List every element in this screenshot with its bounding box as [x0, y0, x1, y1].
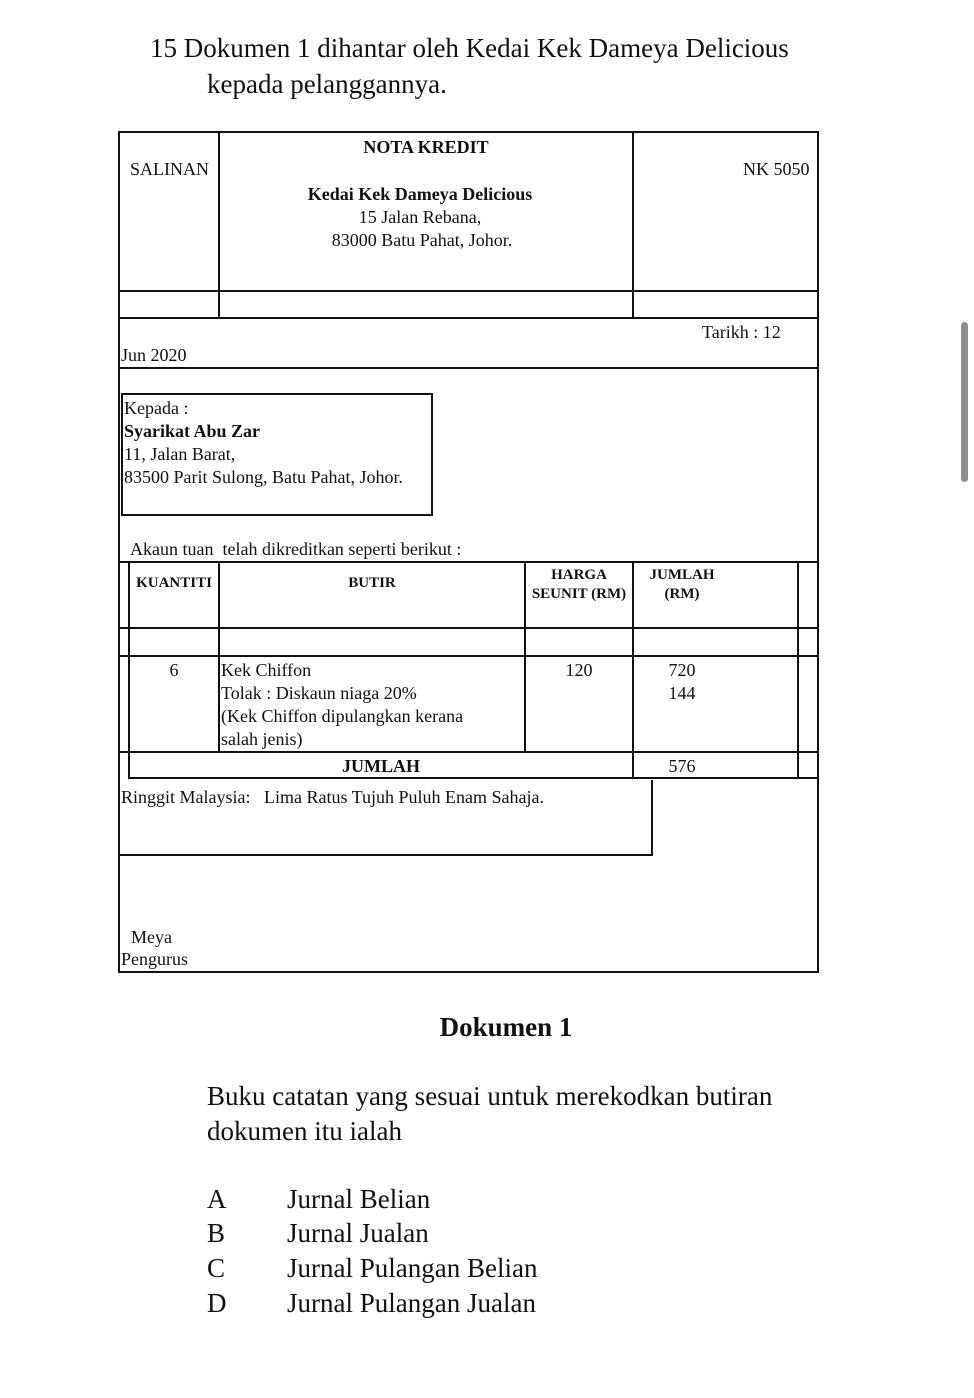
- item-amount-1: 720: [668, 660, 696, 680]
- prompt-line-1: Buku catatan yang sesuai untuk merekodkan butiran: [207, 1081, 773, 1111]
- option-d-text: Jurnal Pulangan Jualan: [287, 1288, 536, 1318]
- option-b[interactable]: [207, 1216, 429, 1251]
- option-a-letter: A: [207, 1184, 227, 1214]
- question-text-2: kepada pelanggannya.: [207, 69, 447, 99]
- signature: Meya: [131, 927, 172, 947]
- credit-statement: Akaun tuan telah dikreditkan seperti berikut :: [130, 539, 462, 559]
- header-quantity: KUANTITI: [136, 575, 212, 591]
- date-rest: Jun 2020: [121, 345, 187, 365]
- option-d-letter: D: [207, 1288, 227, 1318]
- option-a[interactable]: [207, 1182, 430, 1217]
- doc-type-title: NOTA KREDIT: [363, 137, 489, 157]
- recipient-name: Syarikat Abu Zar: [124, 421, 261, 441]
- copy-label: SALINAN: [130, 159, 209, 179]
- vertical-scrollbar[interactable]: [961, 322, 968, 482]
- date-label: Tarikh : 12: [702, 322, 781, 342]
- item-amount-2: 144: [668, 683, 696, 703]
- header-amount-2: (RM): [664, 586, 700, 602]
- option-c-letter: C: [207, 1253, 226, 1283]
- item-desc-2: Tolak : Diskaun niaga 20%: [221, 683, 417, 703]
- header-unit-price-2: SEUNIT (RM): [531, 586, 627, 602]
- recipient-address-1: 11, Jalan Barat,: [124, 444, 236, 464]
- option-b-letter: B: [207, 1218, 226, 1248]
- option-c[interactable]: [207, 1251, 537, 1286]
- item-desc-4: salah jenis): [221, 729, 303, 749]
- recipient-label: Kepada :: [124, 398, 189, 418]
- question-line-1: [150, 30, 789, 66]
- header-description: BUTIR: [348, 575, 396, 591]
- question-number: 15: [150, 33, 177, 63]
- item-desc-3: (Kek Chiffon dipulangkan kerana: [221, 706, 464, 726]
- total-label: JUMLAH: [342, 756, 420, 776]
- option-b-text: Jurnal Jualan: [287, 1218, 429, 1248]
- option-a-text: Jurnal Belian: [287, 1184, 431, 1214]
- header-unit-price-1: HARGA: [551, 567, 607, 583]
- signer-title: Pengurus: [121, 949, 188, 969]
- company-address-2: 83000 Batu Pahat, Johor.: [331, 230, 513, 250]
- document-number: NK 5050: [743, 159, 810, 179]
- recipient-address-2: 83500 Parit Sulong, Batu Pahat, Johor.: [124, 467, 403, 487]
- company-address-1: 15 Jalan Rebana,: [358, 207, 482, 227]
- item-quantity: 6: [169, 660, 179, 680]
- item-desc-1: Kek Chiffon: [221, 660, 312, 680]
- option-c-text: Jurnal Pulangan Belian: [287, 1253, 538, 1283]
- header-amount-1: JUMLAH: [649, 567, 715, 583]
- item-unit-price: 120: [565, 660, 593, 680]
- company-name: Kedai Kek Dameya Delicious: [307, 184, 533, 204]
- option-d[interactable]: [207, 1286, 536, 1321]
- document-caption: Dokumen 1: [439, 1012, 573, 1042]
- prompt-line-2: dokumen itu ialah: [207, 1116, 402, 1146]
- total-value: 576: [668, 756, 696, 776]
- question-text-1: Dokumen 1 dihantar oleh Kedai Kek Dameya Delicious: [183, 33, 789, 63]
- amount-in-words: Ringgit Malaysia: Lima Ratus Tujuh Puluh Enam Sahaja.: [121, 787, 544, 807]
